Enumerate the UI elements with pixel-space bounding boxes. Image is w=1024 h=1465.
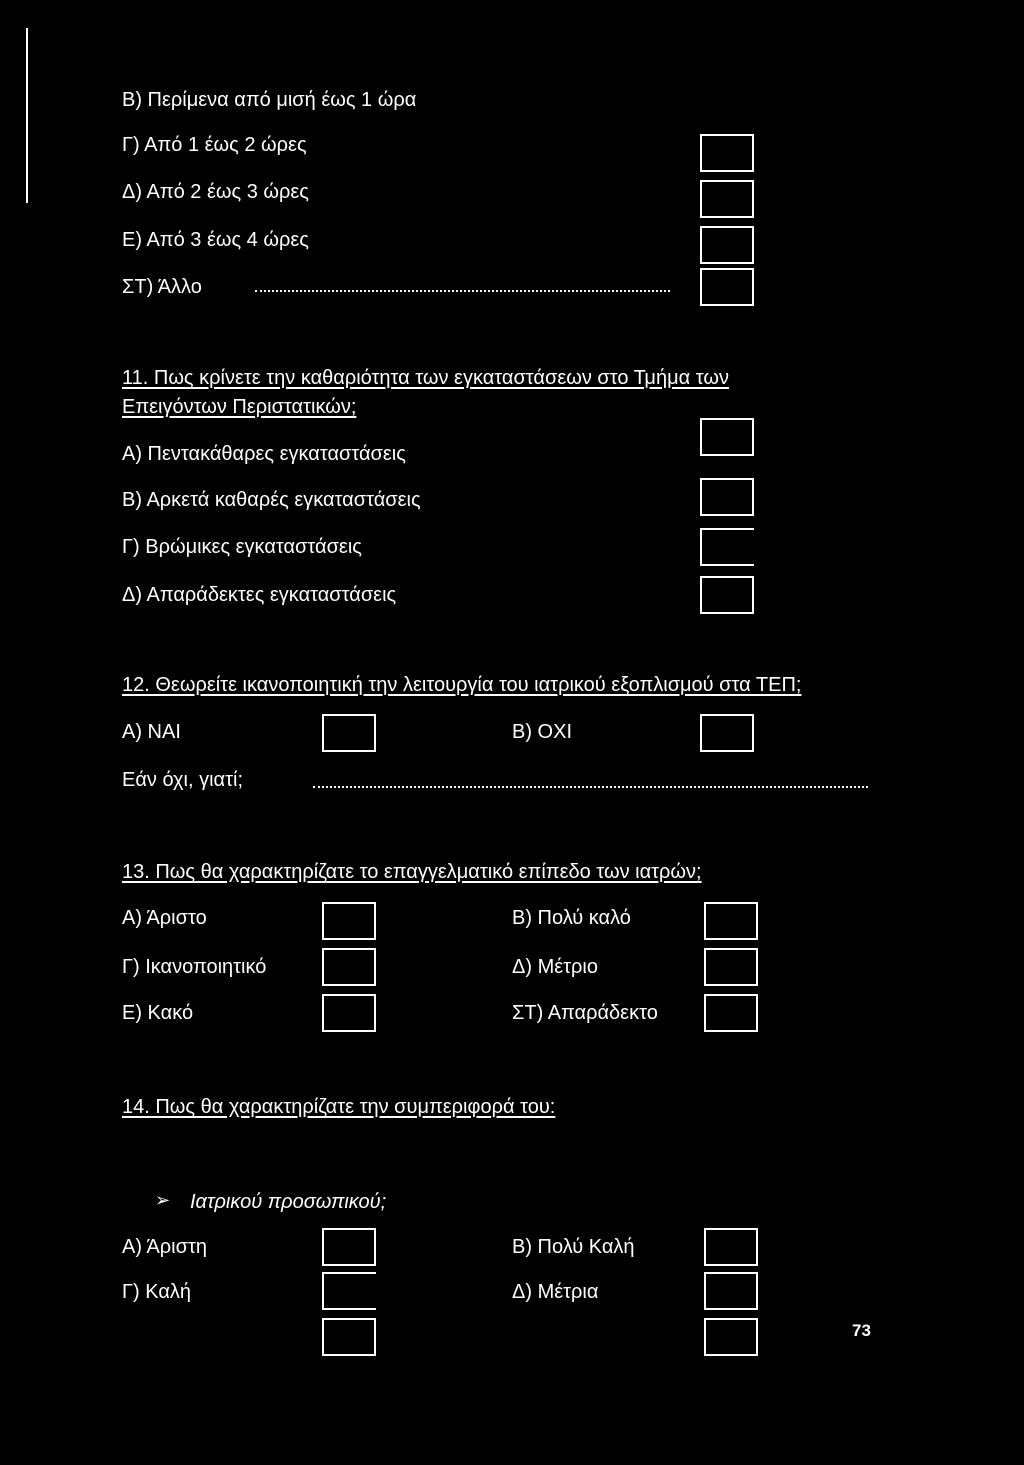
q14-checkbox-d[interactable] [704, 1272, 758, 1310]
q10-option-e: Ε) Από 3 έως 4 ώρες [122, 229, 309, 251]
q10-checkbox-d[interactable] [700, 180, 754, 218]
q13-checkbox-e[interactable] [322, 994, 376, 1032]
q14-checkbox-e[interactable] [322, 1318, 376, 1356]
q10-checkbox-e[interactable] [700, 226, 754, 264]
q13-checkbox-c[interactable] [322, 948, 376, 986]
q13-option-a: Α) Άριστο [122, 907, 207, 929]
q13-checkbox-b[interactable] [704, 902, 758, 940]
q14-checkbox-f[interactable] [704, 1318, 758, 1356]
q12-no-checkbox[interactable] [700, 714, 754, 752]
q14-subheading: Ιατρικού προσωπικού; [190, 1191, 387, 1213]
q13-checkbox-st[interactable] [704, 994, 758, 1032]
margin-line [26, 28, 28, 203]
q12-why-label: Εάν όχι, γιατί; [122, 769, 244, 791]
q14-checkbox-b[interactable] [704, 1228, 758, 1266]
q14-option-d: Δ) Μέτρια [512, 1281, 599, 1303]
q13-option-c: Γ) Ικανοποιητικό [122, 956, 267, 978]
q11-option-a: Α) Πεντακάθαρες εγκαταστάσεις [122, 443, 406, 465]
q11-option-c: Γ) Βρώμικες εγκαταστάσεις [122, 536, 362, 558]
page-number: 73 [852, 1321, 871, 1340]
q12-no-label: Β) ΟΧΙ [512, 721, 573, 743]
q11-checkbox-c[interactable] [700, 528, 754, 566]
q10-checkbox-st[interactable] [700, 268, 754, 306]
q11-checkbox-b[interactable] [700, 478, 754, 516]
q13-option-d: Δ) Μέτριο [512, 956, 598, 978]
q11-checkbox-a[interactable] [700, 418, 754, 456]
q11-title-line1: 11. Πως κρίνετε την καθαριότητα των εγκαταστάσεων στο Τμήμα των [122, 367, 729, 389]
q14-bullet-arrow-icon: ➢ [155, 1190, 171, 1211]
q13-option-e: Ε) Κακό [122, 1002, 194, 1024]
q13-title: 13. Πως θα χαρακτηρίζατε το επαγγελματικό επίπεδο των ιατρών; [122, 861, 702, 883]
q14-title: 14. Πως θα χαρακτηρίζατε την συμπεριφορά του: [122, 1096, 556, 1118]
q14-checkbox-a[interactable] [322, 1228, 376, 1266]
q14-option-c: Γ) Καλή [122, 1281, 192, 1303]
q13-option-st: ΣΤ) Απαράδεκτο [512, 1002, 658, 1024]
q12-why-line [313, 786, 868, 788]
q10-option-c: Γ) Από 1 έως 2 ώρες [122, 134, 307, 156]
q10-option-b: Β) Περίμενα από μισή έως 1 ώρα [122, 89, 417, 111]
q10-option-d: Δ) Από 2 έως 3 ώρες [122, 181, 309, 203]
q14-option-b: Β) Πολύ Καλή [512, 1236, 635, 1258]
q10-option-st: ΣΤ) Άλλο [122, 276, 202, 298]
q10-checkbox-c[interactable] [700, 134, 754, 172]
q14-checkbox-c[interactable] [322, 1272, 376, 1310]
q10-other-line [255, 290, 670, 292]
q12-title: 12. Θεωρείτε ικανοποιητική την λειτουργία του ιατρικού εξοπλισμού στα ΤΕΠ; [122, 674, 802, 696]
q12-yes-checkbox[interactable] [322, 714, 376, 752]
q13-checkbox-a[interactable] [322, 902, 376, 940]
q11-option-b: Β) Αρκετά καθαρές εγκαταστάσεις [122, 489, 421, 511]
q13-option-b: Β) Πολύ καλό [512, 907, 631, 929]
q11-option-d: Δ) Απαράδεκτες εγκαταστάσεις [122, 584, 397, 606]
q11-title-line2: Επειγόντων Περιστατικών; [122, 396, 357, 418]
q13-checkbox-d[interactable] [704, 948, 758, 986]
q11-checkbox-d[interactable] [700, 576, 754, 614]
q14-option-a: Α) Άριστη [122, 1236, 207, 1258]
q12-yes-label: Α) ΝΑΙ [122, 721, 181, 743]
